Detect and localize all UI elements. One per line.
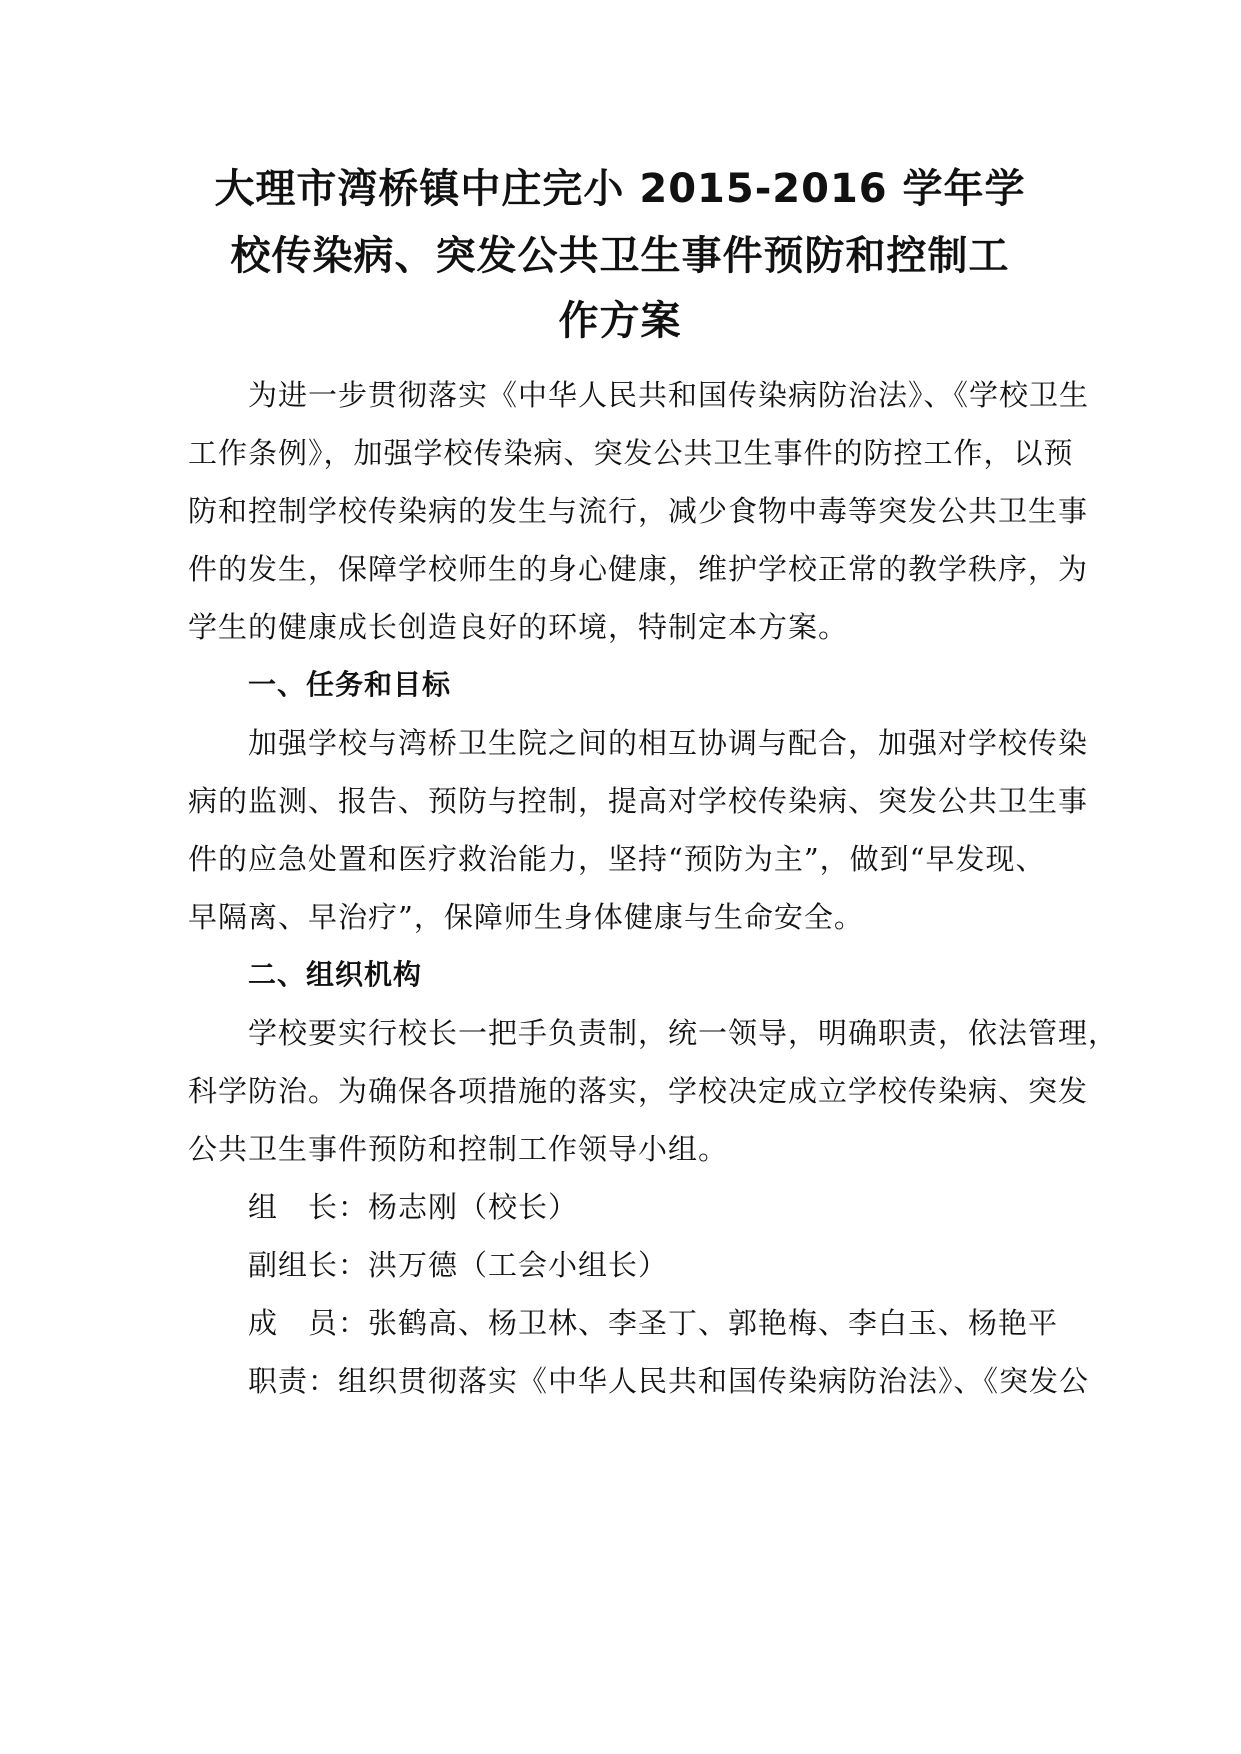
intro-line-5: 学生的健康成长创造良好的环境，特制定本方案。	[188, 610, 849, 644]
deputy-leader-line: 副组长：洪万德（工会小组长）	[248, 1248, 669, 1282]
duty-line: 职责：组织贯彻落实《中华人民共和国传染病防治法》、《突发公	[248, 1364, 1090, 1398]
section2-line-2: 科学防治。为确保各项措施的落实，学校决定成立学校传染病、突发	[188, 1074, 1089, 1108]
intro-line-1: 为进一步贯彻落实《中华人民共和国传染病防治法》、《学校卫生	[248, 378, 1090, 412]
document-title-line-2: 校传染病、突发公共卫生事件预防和控制工	[230, 233, 1010, 279]
group-leader-line: 组 长：杨志刚（校长）	[248, 1190, 579, 1224]
section1-line-2: 病的监测、报告、预防与控制，提高对学校传染病、突发公共卫生事	[188, 784, 1089, 818]
section2-heading: 二、组织机构	[248, 958, 423, 991]
section2-line-3: 公共卫生事件预防和控制工作领导小组。	[188, 1132, 729, 1166]
section1-line-1: 加强学校与湾桥卫生院之间的相互协调与配合，加强对学校传染	[248, 726, 1089, 760]
intro-line-3: 防和控制学校传染病的发生与流行，减少食物中毒等突发公共卫生事	[188, 494, 1089, 528]
section1-line-4: 早隔离、早治疗”，保障师生身体健康与生命安全。	[188, 900, 864, 934]
document-title-line-3: 作方案	[558, 298, 682, 344]
section1-heading: 一、任务和目标	[248, 668, 452, 701]
section1-line-3: 件的应急处置和医疗救治能力，坚持“预防为主”，做到“早发现、	[188, 842, 1046, 876]
intro-line-2: 工作条例》，加强学校传染病、突发公共卫生事件的防控工作，以预	[188, 436, 1074, 470]
members-line: 成 员：张鹤高、杨卫林、李圣丁、郭艳梅、李白玉、杨艳平	[248, 1306, 1059, 1340]
section2-line-1: 学校要实行校长一把手负责制，统一领导，明确职责，依法管理，	[248, 1016, 1119, 1050]
intro-line-4: 件的发生，保障学校师生的身心健康，维护学校正常的教学秩序，为	[188, 552, 1089, 586]
document-title-line-1: 大理市湾桥镇中庄完小 2015-2016 学年学	[214, 166, 1026, 212]
